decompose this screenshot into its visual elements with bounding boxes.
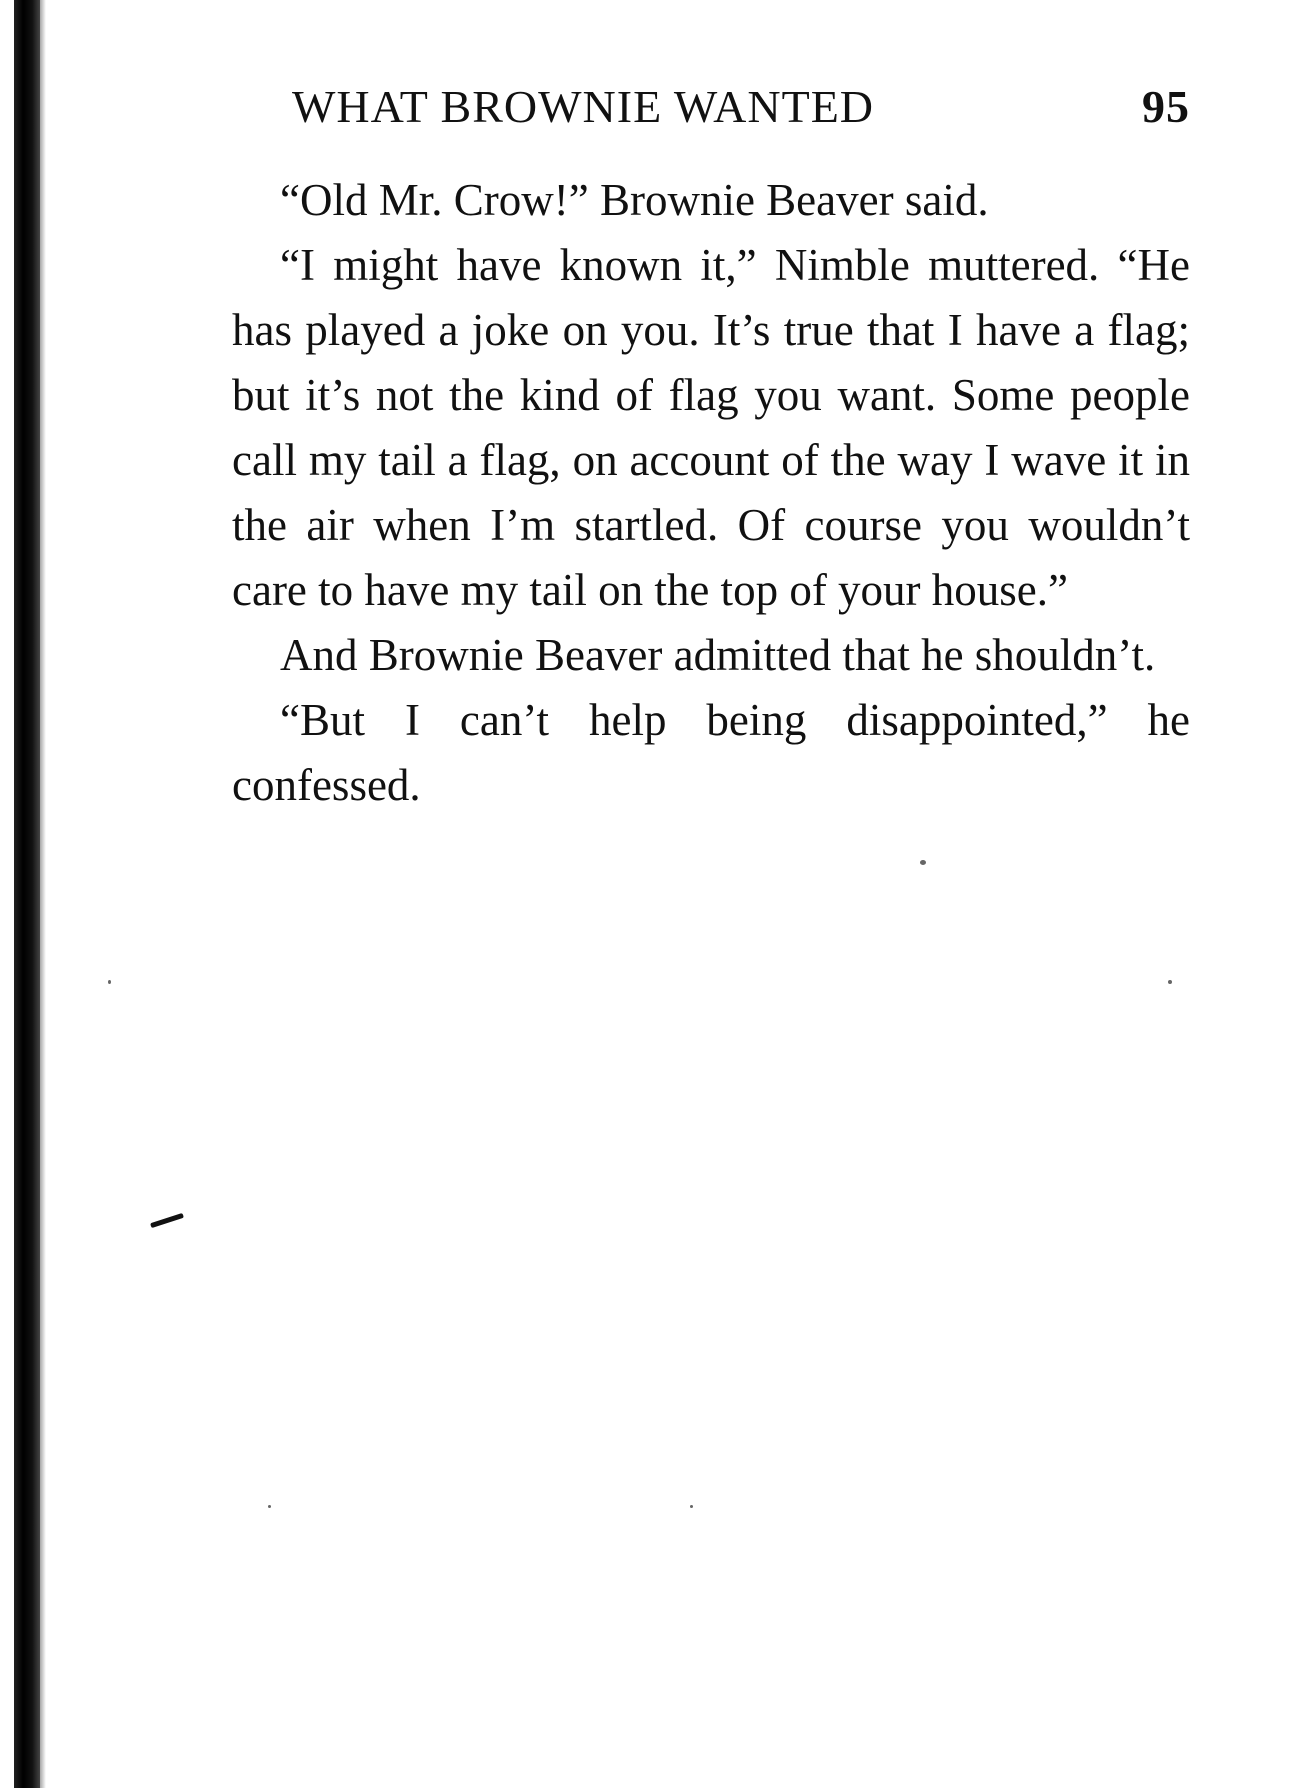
paragraph: “Old Mr. Crow!” Brownie Beaver said. [280,175,989,225]
scan-speck [108,980,111,984]
paragraph: “I might have known it,” Nimble muttered. “He has played a joke on you. It’s true that I have a flag; but it’s not the kind of flag you want. Some people call my tail a flag, on account of the way I wave it in the air when I’m startled. Of course you wouldn’t care to have my tail on the top of your house.” [232,240,1190,615]
body-text [232,168,1190,818]
paragraph: “But I can’t help being disappointed,” he confessed. [232,695,1190,810]
scan-speck [268,1505,271,1508]
paragraph: And Brownie Beaver admitted that he shouldn’t. [280,630,1156,680]
book-gutter-shadow [14,0,40,1788]
scan-speck [1168,980,1172,984]
book-page [232,70,1190,1750]
running-head [232,80,1190,140]
scan-mark [150,1213,184,1228]
page-number: 95 [1142,81,1190,132]
scan-speck [690,1505,693,1508]
scan-speck [920,860,926,865]
chapter-title: WHAT BROWNIE WANTED [292,81,875,132]
